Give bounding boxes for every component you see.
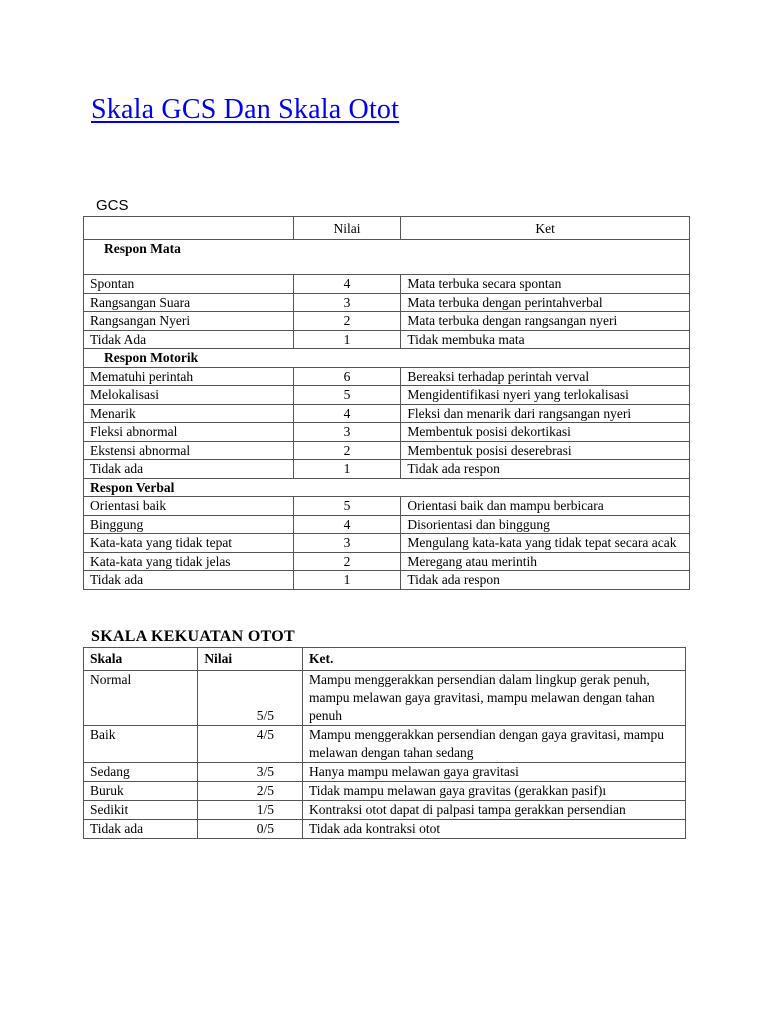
section-row	[84, 240, 690, 275]
gcs-heading: GCS	[96, 197, 129, 214]
response-cell: Ekstensi abnormal	[84, 441, 294, 460]
description-cell: Tidak membuka mata	[401, 330, 690, 349]
description-cell: Membentuk posisi dekortikasi	[401, 423, 690, 442]
table-row	[84, 820, 686, 839]
scale-cell: Sedang	[84, 763, 198, 782]
description-cell: Hanya mampu melawan gaya gravitasi	[302, 763, 685, 782]
score-cell: 4/5	[198, 726, 303, 763]
response-cell: Binggung	[84, 515, 294, 534]
table-row	[84, 386, 690, 405]
section-title: Respon Motorik	[84, 349, 690, 368]
score-cell: 1	[293, 330, 401, 349]
response-cell: Spontan	[84, 275, 294, 294]
score-cell: 2/5	[198, 782, 303, 801]
description-cell: Mampu menggerakkan persendian dengan gaya gravitasi, mampu melawan dengan tahan sedang	[302, 726, 685, 763]
score-cell: 4	[293, 404, 401, 423]
otot-heading: SKALA KEKUATAN OTOT	[91, 628, 295, 645]
description-cell: Tidak ada respon	[401, 571, 690, 590]
header-skala: Skala	[84, 648, 198, 671]
header-nilai: Nilai	[293, 217, 401, 240]
table-header-row	[84, 648, 686, 671]
description-cell: Mata terbuka secara spontan	[401, 275, 690, 294]
section-row	[84, 478, 690, 497]
score-cell: 3	[293, 293, 401, 312]
score-cell: 5	[293, 386, 401, 405]
description-cell: Tidak ada kontraksi otot	[302, 820, 685, 839]
table-row	[84, 726, 686, 763]
response-cell: Rangsangan Suara	[84, 293, 294, 312]
description-cell: Mata terbuka dengan rangsangan nyeri	[401, 312, 690, 331]
scale-cell: Normal	[84, 671, 198, 726]
description-cell: Mengulang kata-kata yang tidak tepat secara acak	[401, 534, 690, 553]
score-cell: 2	[293, 312, 401, 331]
response-cell: Menarik	[84, 404, 294, 423]
response-cell: Mematuhi perintah	[84, 367, 294, 386]
section-title: Respon Mata	[84, 240, 690, 275]
table-row	[84, 460, 690, 479]
section-title: Respon Verbal	[84, 478, 690, 497]
score-cell: 1	[293, 460, 401, 479]
description-cell: Membentuk posisi deserebrasi	[401, 441, 690, 460]
response-cell: Tidak ada	[84, 571, 294, 590]
score-cell: 5	[293, 497, 401, 516]
response-cell: Melokalisasi	[84, 386, 294, 405]
score-cell: 0/5	[198, 820, 303, 839]
score-cell: 1	[293, 571, 401, 590]
header-ket: Ket	[401, 217, 690, 240]
muscle-strength-table	[83, 647, 686, 839]
gcs-table	[83, 216, 690, 590]
table-row	[84, 552, 690, 571]
description-cell: Mampu menggerakkan persendian dalam lingkup gerak penuh, mampu melawan gaya gravitasi, mampu melawan dengan tahan penuh	[302, 671, 685, 726]
response-cell: Orientasi baik	[84, 497, 294, 516]
table-row	[84, 275, 690, 294]
table-row	[84, 571, 690, 590]
description-cell: Tidak mampu melawan gaya gravitas (gerakkan pasif)ı	[302, 782, 685, 801]
response-cell: Tidak ada	[84, 460, 294, 479]
table-row	[84, 671, 686, 726]
description-cell: Orientasi baik dan mampu berbicara	[401, 497, 690, 516]
table-header-row	[84, 217, 690, 240]
description-cell: Meregang atau merintih	[401, 552, 690, 571]
score-cell: 1/5	[198, 801, 303, 820]
table-row	[84, 763, 686, 782]
table-row	[84, 534, 690, 553]
score-cell: 4	[293, 275, 401, 294]
table-row	[84, 423, 690, 442]
table-row	[84, 782, 686, 801]
scale-cell: Tidak ada	[84, 820, 198, 839]
score-cell: 3	[293, 423, 401, 442]
score-cell: 5/5	[198, 671, 303, 726]
table-row	[84, 515, 690, 534]
description-cell: Disorientasi dan binggung	[401, 515, 690, 534]
response-cell: Rangsangan Nyeri	[84, 312, 294, 331]
description-cell: Mata terbuka dengan perintahverbal	[401, 293, 690, 312]
score-cell: 3	[293, 534, 401, 553]
table-row	[84, 404, 690, 423]
header-ket: Ket.	[302, 648, 685, 671]
response-cell: Kata-kata yang tidak jelas	[84, 552, 294, 571]
scale-cell: Baik	[84, 726, 198, 763]
description-cell: Mengidentifikasi nyeri yang terlokalisasi	[401, 386, 690, 405]
description-cell: Kontraksi otot dapat di palpasi tampa gerakkan persendian	[302, 801, 685, 820]
score-cell: 3/5	[198, 763, 303, 782]
score-cell: 6	[293, 367, 401, 386]
description-cell: Fleksi dan menarik dari rangsangan nyeri	[401, 404, 690, 423]
description-cell: Tidak ada respon	[401, 460, 690, 479]
table-row	[84, 367, 690, 386]
header-nilai: Nilai	[198, 648, 303, 671]
scale-cell: Sedikit	[84, 801, 198, 820]
response-cell: Kata-kata yang tidak tepat	[84, 534, 294, 553]
table-row	[84, 801, 686, 820]
section-row	[84, 349, 690, 368]
page-title[interactable]: Skala GCS Dan Skala Otot	[91, 94, 400, 125]
score-cell: 2	[293, 441, 401, 460]
response-cell: Tidak Ada	[84, 330, 294, 349]
score-cell: 4	[293, 515, 401, 534]
description-cell: Bereaksi terhadap perintah verval	[401, 367, 690, 386]
table-row	[84, 293, 690, 312]
table-row	[84, 312, 690, 331]
response-cell: Fleksi abnormal	[84, 423, 294, 442]
header-cell	[84, 217, 294, 240]
scale-cell: Buruk	[84, 782, 198, 801]
table-row	[84, 497, 690, 516]
table-row	[84, 330, 690, 349]
table-row	[84, 441, 690, 460]
score-cell: 2	[293, 552, 401, 571]
